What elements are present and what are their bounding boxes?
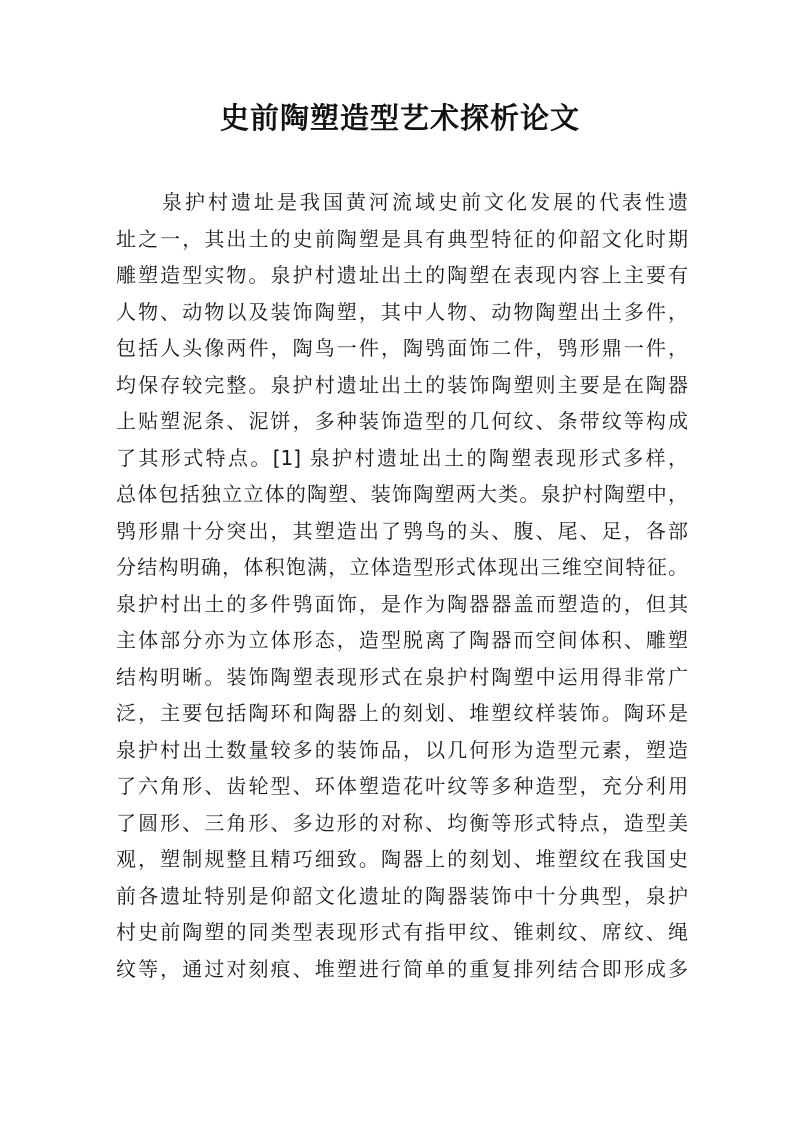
paragraph-line: 鸮形鼎十分突出，其塑造出了鸮鸟的头、腹、尾、足，各部: [116, 518, 688, 543]
paragraph-line: 包括人头像两件，陶鸟一件，陶鸮面饰二件，鸮形鼎一件，: [116, 336, 688, 360]
paragraph-line: 了其形式特点。[1] 泉护村遗址出土的陶塑表现形式多样，: [116, 445, 688, 470]
paragraph-line: 了圆形、三角形、多边形的对称、均衡等形式特点，造型美: [116, 810, 688, 835]
paragraph-line: 前各遗址特别是仰韶文化遗址的陶器装饰中十分典型，泉护: [116, 883, 688, 908]
paragraph-line: 分结构明确，体积饱满，立体造型形式体现出三维空间特征。: [116, 555, 688, 579]
paragraph-line: 址之一，其出土的史前陶塑是具有典型特征的仰韶文化时期: [116, 226, 688, 251]
paragraph-line: 纹等，通过对刻痕、堆塑进行简单的重复排列结合即形成多: [116, 956, 688, 981]
paragraph-line: 泉护村出土的多件鸮面饰，是作为陶器器盖而塑造的，但其: [116, 591, 688, 616]
paragraph-line: 人物、动物以及装饰陶塑，其中人物、动物陶塑出土多件，: [116, 299, 688, 324]
paragraph-line: 总体包括独立立体的陶塑、装饰陶塑两大类。泉护村陶塑中，: [116, 482, 688, 506]
paragraph-line: 均保存较完整。泉护村遗址出土的装饰陶塑则主要是在陶器: [116, 372, 688, 397]
paragraph-line: 观，塑制规整且精巧细致。陶器上的刻划、堆塑纹在我国史: [116, 847, 688, 871]
paragraph-line: 上贴塑泥条、泥饼，多种装饰造型的几何纹、条带纹等构成: [116, 409, 688, 433]
document-title: 史前陶塑造型艺术探析论文: [219, 101, 580, 135]
paragraph-line: 泉护村遗址是我国黄河流域史前文化发展的代表性遗: [162, 190, 688, 214]
body-paragraph: [116, 184, 688, 987]
paragraph-line: 雕塑造型实物。泉护村遗址出土的陶塑在表现内容上主要有: [116, 263, 688, 287]
paragraph-line: 泉护村出土数量较多的装饰品，以几何形为造型元素，塑造: [116, 737, 688, 762]
paragraph-line: 主体部分亦为立体形态，造型脱离了陶器而空间体积、雕塑: [116, 628, 688, 652]
paragraph-line: 结构明晰。装饰陶塑表现形式在泉护村陶塑中运用得非常广: [116, 664, 688, 689]
paragraph-line: 了六角形、齿轮型、环体塑造花叶纹等多种造型，充分利用: [116, 774, 688, 798]
paragraph-line: 泛，主要包括陶环和陶器上的刻划、堆塑纹样装饰。陶环是: [116, 701, 688, 725]
paragraph-line: 村史前陶塑的同类型表现形式有指甲纹、锥刺纹、席纹、绳: [116, 920, 688, 944]
